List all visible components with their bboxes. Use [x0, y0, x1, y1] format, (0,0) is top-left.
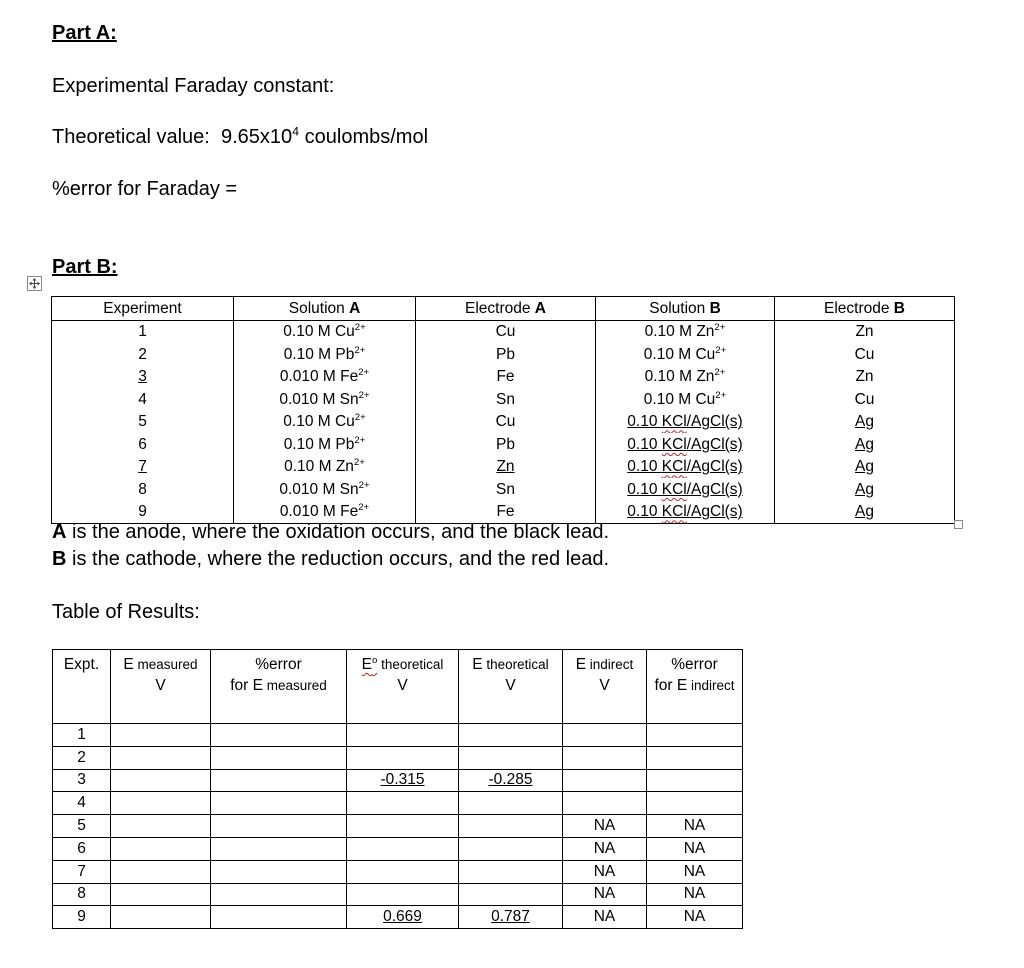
header-e-indirect — [563, 650, 647, 724]
solution-a-text: 0.010 M Sn — [279, 390, 359, 408]
header-electrode-a — [416, 297, 596, 321]
solution-b-rest: /AgCl(s) — [686, 435, 743, 453]
header-e-indirect-sub: indirect — [586, 657, 634, 672]
experiment-number: 4 — [52, 388, 234, 411]
result-e0-theoretical[interactable] — [347, 883, 459, 906]
electrode-a: Sn — [416, 388, 596, 411]
result-e-measured[interactable] — [111, 837, 211, 860]
header-electrode-b-bold: B — [893, 299, 905, 317]
result-e0-theoretical[interactable]: 0.669 — [347, 906, 459, 929]
solution-a — [234, 478, 416, 501]
solution-a-charge: 2+ — [354, 412, 366, 424]
header-e0-theoretical-sub: theoretical — [377, 657, 444, 672]
result-e-indirect[interactable] — [563, 792, 647, 815]
header-e0-theoretical-main: E — [361, 656, 372, 673]
solution-a — [234, 433, 416, 456]
solution-b-rest: /AgCl(s) — [686, 480, 743, 498]
result-e0-theoretical[interactable] — [347, 815, 459, 838]
result-expt: 1 — [53, 724, 111, 747]
header-experiment: Experiment — [52, 297, 234, 321]
solution-b-text: 0.10 M Zn — [644, 323, 715, 341]
header-solution-a-prefix: Solution — [288, 299, 350, 317]
header-e-measured-sub: measured — [133, 657, 198, 672]
header-e-measured-main: E — [123, 656, 134, 673]
header-e-indirect-unit: V — [599, 677, 610, 694]
solution-b-kcl: KCl — [661, 480, 687, 498]
result-e-measured[interactable] — [111, 746, 211, 769]
header-pct-error-measured — [211, 650, 347, 724]
header-e-theoretical — [459, 650, 563, 724]
result-e0-theoretical[interactable] — [347, 837, 459, 860]
result-pct-error-measured[interactable] — [211, 815, 347, 838]
result-pct-error-measured[interactable] — [211, 792, 347, 815]
table-row — [53, 724, 743, 747]
move-icon[interactable] — [27, 276, 42, 291]
electrode-a: Sn — [416, 478, 596, 501]
solution-b-charge: 2+ — [714, 367, 726, 379]
header-e-theoretical-sub: theoretical — [482, 657, 549, 672]
solution-a — [234, 388, 416, 411]
table-row — [53, 860, 743, 883]
header-electrode-a-prefix: Electrode — [465, 299, 535, 317]
result-e-indirect[interactable]: NA — [563, 815, 647, 838]
result-pct-error-indirect[interactable] — [647, 724, 743, 747]
experiment-number: 5 — [52, 411, 234, 434]
solution-b-text: 0.10 M Cu — [643, 390, 716, 408]
result-pct-error-indirect[interactable] — [647, 769, 743, 792]
result-expt: 2 — [53, 746, 111, 769]
electrode-a: Pb — [416, 343, 596, 366]
note-anode — [52, 521, 609, 544]
solution-b-rest: /AgCl(s) — [686, 458, 743, 476]
experiment-number: 7 — [52, 456, 234, 479]
electrode-b: Cu — [775, 343, 955, 366]
solution-b — [596, 366, 775, 389]
result-e-theoretical[interactable] — [459, 837, 563, 860]
table-row — [53, 769, 743, 792]
solution-b-prefix: 0.10 — [627, 503, 662, 521]
experiment-number: 3 — [52, 366, 234, 389]
result-e-theoretical[interactable] — [459, 883, 563, 906]
solution-b-kcl: KCl — [661, 435, 687, 453]
header-e0-theoretical-symbol — [362, 656, 378, 673]
header-e0-theoretical-unit: V — [397, 677, 408, 694]
theoretical-exponent: 4 — [292, 124, 300, 139]
solution-b-rest: /AgCl(s) — [686, 503, 743, 521]
result-pct-error-indirect[interactable]: NA — [647, 837, 743, 860]
theoretical-mantissa: 9.65x10 — [221, 126, 293, 148]
header-pct-error-measured-sub: measured — [262, 678, 327, 693]
electrode-a: Fe — [416, 366, 596, 389]
experiment-number: 8 — [52, 478, 234, 501]
result-e-indirect[interactable]: NA — [563, 906, 647, 929]
header-e-measured-unit: V — [155, 677, 166, 694]
result-e-indirect[interactable] — [563, 769, 647, 792]
solution-b — [596, 320, 775, 343]
solution-b-text: 0.10 M Cu — [643, 345, 716, 363]
solution-b-charge: 2+ — [714, 322, 726, 334]
table-row — [53, 837, 743, 860]
header-solution-b-bold: B — [709, 299, 721, 317]
result-e-measured[interactable] — [111, 860, 211, 883]
result-pct-error-indirect[interactable]: NA — [647, 883, 743, 906]
result-e0-theoretical[interactable] — [347, 792, 459, 815]
result-e-indirect[interactable]: NA — [563, 837, 647, 860]
table-row — [53, 906, 743, 929]
result-expt: 3 — [53, 769, 111, 792]
result-e-theoretical[interactable] — [459, 860, 563, 883]
part-b-table — [51, 296, 955, 524]
solution-a-charge: 2+ — [358, 367, 370, 379]
result-e-indirect[interactable] — [563, 724, 647, 747]
header-solution-a-bold: A — [349, 299, 361, 317]
result-expt: 9 — [53, 906, 111, 929]
solution-a-text: 0.010 M Fe — [279, 368, 359, 386]
result-e-indirect[interactable] — [563, 746, 647, 769]
solution-a-charge: 2+ — [354, 434, 366, 446]
header-electrode-b — [775, 297, 955, 321]
solution-b-kcl: KCl — [661, 413, 687, 431]
result-e0-theoretical[interactable] — [347, 860, 459, 883]
table-row — [52, 433, 955, 456]
result-pct-error-measured[interactable] — [211, 883, 347, 906]
result-pct-error-measured[interactable] — [211, 746, 347, 769]
table-row — [53, 815, 743, 838]
result-expt: 4 — [53, 792, 111, 815]
experiment-number: 6 — [52, 433, 234, 456]
solution-b-text: 0.10 M Zn — [644, 368, 715, 386]
result-e-indirect[interactable]: NA — [563, 860, 647, 883]
solution-a-charge: 2+ — [354, 322, 366, 334]
solution-b-prefix: 0.10 — [627, 435, 662, 453]
header-solution-a — [234, 297, 416, 321]
electrode-a: Cu — [416, 320, 596, 343]
header-pct-error-measured-main: for E — [230, 677, 263, 694]
electrode-a: Zn — [416, 456, 596, 479]
result-expt: 7 — [53, 860, 111, 883]
electrode-b: Ag — [775, 433, 955, 456]
header-solution-b-prefix: Solution — [649, 299, 710, 317]
solution-a — [234, 411, 416, 434]
result-pct-error-measured[interactable] — [211, 906, 347, 929]
result-e-theoretical[interactable] — [459, 746, 563, 769]
results-table — [52, 649, 743, 929]
solution-b-kcl: KCl — [661, 458, 687, 476]
solution-a-charge: 2+ — [358, 502, 370, 514]
result-e-theoretical[interactable] — [459, 724, 563, 747]
solution-a — [234, 366, 416, 389]
note-anode-bold: A — [52, 521, 67, 543]
header-solution-b — [596, 297, 775, 321]
part-b-heading: Part B: — [52, 256, 118, 278]
result-pct-error-measured[interactable] — [211, 769, 347, 792]
result-expt: 8 — [53, 883, 111, 906]
header-pct-error-indirect — [647, 650, 743, 724]
theoretical-value-line — [52, 126, 428, 149]
result-e-indirect[interactable]: NA — [563, 883, 647, 906]
solution-a-text: 0.10 M Zn — [284, 458, 354, 476]
table-row — [53, 792, 743, 815]
result-pct-error-indirect[interactable] — [647, 792, 743, 815]
solution-b — [596, 478, 775, 501]
results-title: Table of Results: — [52, 601, 200, 623]
result-e0-theoretical[interactable] — [347, 746, 459, 769]
solution-a-text: 0.010 M Sn — [279, 480, 359, 498]
solution-b-charge: 2+ — [715, 389, 727, 401]
experimental-faraday-label: Experimental Faraday constant: — [52, 75, 335, 97]
part-a-heading: Part A: — [52, 22, 117, 44]
solution-b-prefix: 0.10 — [627, 480, 662, 498]
header-e0-theoretical-deg: o — [371, 654, 378, 666]
solution-a-text: 0.10 M Cu — [283, 323, 355, 341]
table-row — [52, 343, 955, 366]
solution-a-text: 0.10 M Pb — [283, 435, 355, 453]
solution-b — [596, 456, 775, 479]
solution-b — [596, 388, 775, 411]
result-expt: 5 — [53, 815, 111, 838]
note-anode-text: is the anode, where the oxidation occurs, and the black lead. — [66, 521, 610, 543]
solution-b — [596, 343, 775, 366]
solution-a-text: 0.010 M Fe — [279, 503, 359, 521]
result-e-theoretical[interactable] — [459, 815, 563, 838]
result-e-theoretical[interactable]: -0.285 — [459, 769, 563, 792]
solution-b — [596, 411, 775, 434]
solution-a — [234, 320, 416, 343]
result-e-theoretical[interactable] — [459, 792, 563, 815]
solution-b-kcl: KCl — [661, 503, 687, 521]
experiment-number: 1 — [52, 320, 234, 343]
electrode-b: Ag — [775, 456, 955, 479]
theoretical-units: coulombs/mol — [304, 126, 429, 148]
solution-a — [234, 343, 416, 366]
header-e0-theoretical — [347, 650, 459, 724]
result-e-measured[interactable] — [111, 792, 211, 815]
solution-b-prefix: 0.10 — [627, 413, 662, 431]
table-row — [52, 320, 955, 343]
result-expt: 6 — [53, 837, 111, 860]
solution-a-charge: 2+ — [358, 389, 370, 401]
header-pct-error-indirect-sub: indirect — [687, 678, 735, 693]
solution-b-prefix: 0.10 — [627, 458, 662, 476]
note-cathode — [52, 548, 609, 571]
header-pct-error-indirect-main: for E — [654, 677, 688, 694]
electrode-b: Zn — [775, 320, 955, 343]
electrode-a: Pb — [416, 433, 596, 456]
header-e-indirect-main: E — [575, 656, 587, 673]
electrode-b: Ag — [775, 411, 955, 434]
electrode-a: Fe — [416, 501, 596, 524]
result-e-measured[interactable] — [111, 769, 211, 792]
table-row — [52, 478, 955, 501]
table-row — [53, 883, 743, 906]
table-row — [52, 366, 955, 389]
header-e-theoretical-main: E — [472, 656, 483, 673]
solution-a-charge: 2+ — [358, 479, 370, 491]
table-row — [52, 411, 955, 434]
result-pct-error-indirect[interactable]: NA — [647, 815, 743, 838]
header-electrode-a-bold: A — [534, 299, 546, 317]
electrode-a: Cu — [416, 411, 596, 434]
solution-a-text: 0.10 M Pb — [283, 345, 355, 363]
results-header-row — [53, 650, 743, 724]
header-pct-error-indirect-top: %error — [671, 656, 718, 673]
experiment-number: 2 — [52, 343, 234, 366]
result-e-measured[interactable] — [111, 815, 211, 838]
electrode-b: Cu — [775, 388, 955, 411]
electrode-b: Zn — [775, 366, 955, 389]
solution-b-charge: 2+ — [715, 344, 727, 356]
electrode-b: Ag — [775, 501, 955, 524]
resize-handle-icon[interactable] — [954, 520, 963, 529]
result-pct-error-measured[interactable] — [211, 860, 347, 883]
result-e-measured[interactable] — [111, 883, 211, 906]
header-e-theoretical-unit: V — [505, 677, 516, 694]
electrode-b: Ag — [775, 478, 955, 501]
solution-a-charge: 2+ — [354, 344, 366, 356]
solution-a-charge: 2+ — [353, 457, 365, 469]
result-e-measured[interactable] — [111, 724, 211, 747]
solution-b — [596, 501, 775, 524]
note-cathode-bold: B — [52, 548, 67, 570]
solution-a-text: 0.10 M Cu — [283, 413, 355, 431]
header-electrode-b-prefix: Electrode — [824, 299, 894, 317]
solution-b — [596, 433, 775, 456]
result-e0-theoretical[interactable] — [347, 724, 459, 747]
theoretical-label: Theoretical value: — [52, 126, 210, 148]
table-row — [53, 746, 743, 769]
table-row — [52, 456, 955, 479]
move-icon-glyph — [29, 278, 40, 289]
result-pct-error-indirect[interactable]: NA — [647, 860, 743, 883]
result-pct-error-indirect[interactable] — [647, 746, 743, 769]
result-pct-error-measured[interactable] — [211, 724, 347, 747]
solution-a — [234, 456, 416, 479]
result-e-theoretical[interactable]: 0.787 — [459, 906, 563, 929]
header-pct-error-measured-top: %error — [255, 656, 302, 673]
result-e-measured[interactable] — [111, 906, 211, 929]
note-cathode-text: is the cathode, where the reduction occurs, and the red lead. — [66, 548, 610, 570]
experiment-number: 9 — [52, 501, 234, 524]
result-e0-theoretical[interactable]: -0.315 — [347, 769, 459, 792]
part-b-header-row — [52, 297, 955, 321]
header-expt: Expt. — [53, 650, 111, 724]
table-row — [52, 388, 955, 411]
percent-error-faraday: %error for Faraday = — [52, 178, 238, 200]
header-e-measured — [111, 650, 211, 724]
solution-b-rest: /AgCl(s) — [686, 413, 743, 431]
result-pct-error-indirect[interactable]: NA — [647, 906, 743, 929]
result-pct-error-measured[interactable] — [211, 837, 347, 860]
